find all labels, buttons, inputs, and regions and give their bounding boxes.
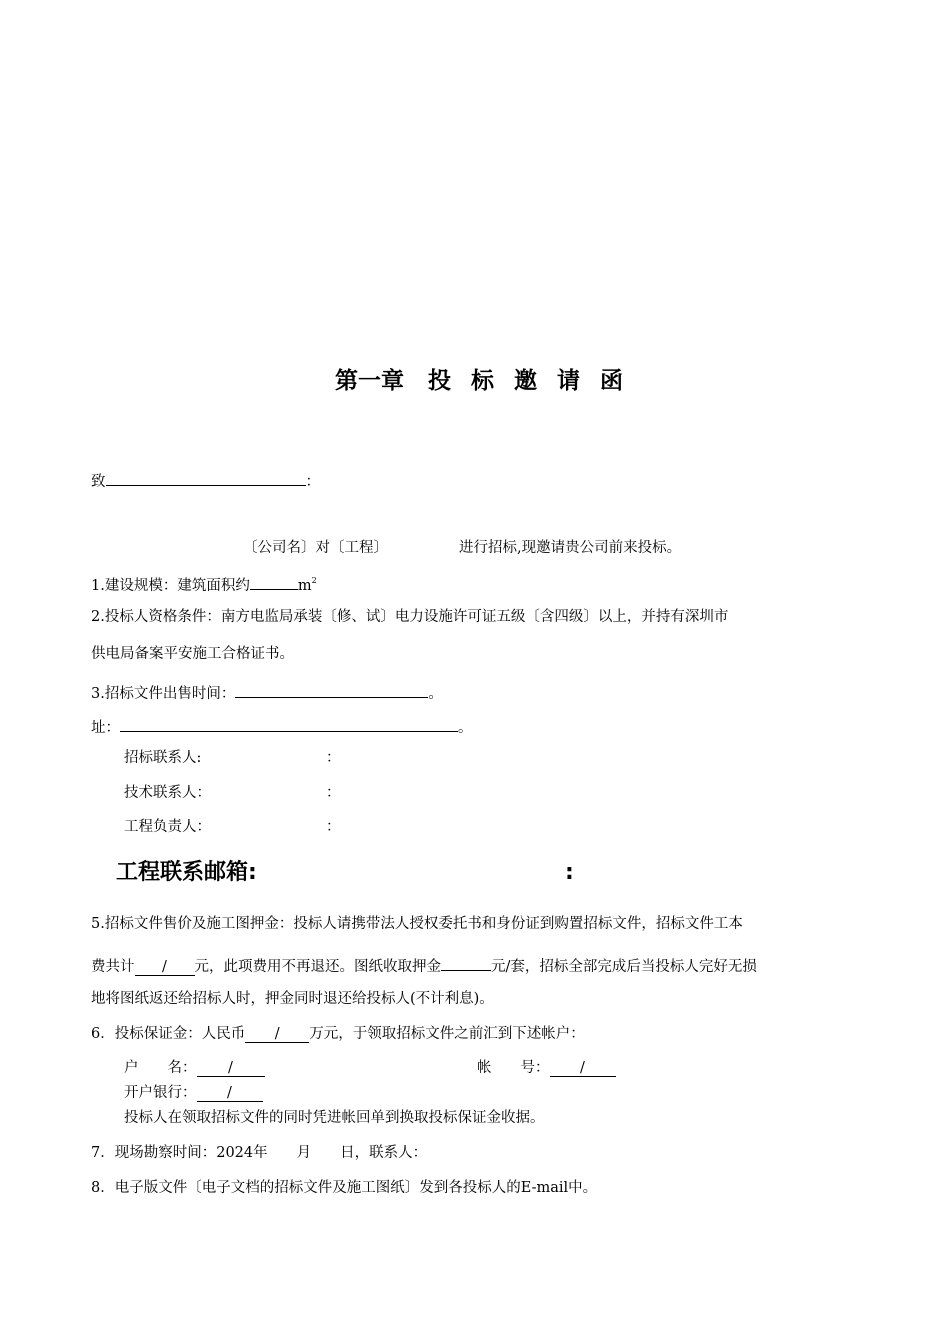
deposit-blank [441, 956, 491, 971]
item-6-text-a: 6．投标保证金：人民币 [91, 1026, 246, 1042]
address-label: 址： [91, 720, 120, 736]
area-blank [250, 575, 298, 590]
item-3-end: 。 [428, 686, 443, 702]
item-1 [91, 575, 317, 594]
item-2-line-2: 供电局备案平安施工合格证书。 [91, 646, 294, 662]
item-5-line-1: 5.招标文件售价及施工图押金：投标人请携带法人授权委托书和身份证到购置招标文件，招标文件工本 [91, 916, 743, 932]
item-3-text: 3.招标文件出售时间： [91, 686, 236, 702]
addressee-prefix: 致 [91, 474, 106, 490]
item-8: 8．电子版文件〔电子文档的招标文件及施工图纸〕发到各投标人的E-mail中。 [91, 1180, 598, 1196]
area-unit-sup: 2 [311, 576, 317, 585]
item-5-text-b: 元，此项费用不再退还。图纸收取押金 [194, 959, 441, 975]
address-end: 。 [458, 720, 473, 736]
guarantee-blank: / [245, 1027, 309, 1043]
account-no-label: 帐 号： [477, 1060, 550, 1076]
intro-rest-text: 进行招标,现邀请贵公司前来投标。 [459, 540, 682, 556]
item-5-text-c: 元/套，招标全部完成后当投标人完好无损 [491, 959, 757, 975]
contact-tech-label: 技术联系人： [124, 785, 211, 801]
bank-row [124, 1086, 263, 1102]
account-no-row [477, 1061, 616, 1077]
contact-tech-colon: ： [326, 785, 341, 801]
intro-rest [459, 541, 681, 556]
email-colon: : [565, 860, 574, 885]
fee-blank: / [135, 960, 195, 976]
account-name-value: / [197, 1061, 265, 1077]
area-unit: m [297, 578, 312, 594]
item-6 [91, 1027, 585, 1043]
item-7: 7．现场勘察时间：2024年 月 日，联系人： [91, 1145, 428, 1161]
account-name-row [124, 1061, 265, 1077]
addressee-suffix: ： [305, 474, 320, 490]
item-5-line-2 [91, 956, 757, 976]
item-2-line-1: 2.投标人资格条件：南方电监局承装〔修、试〕电力设施许可证五级〔含四级〕以上，并持有深圳市 [91, 609, 729, 625]
guarantee-note: 投标人在领取招标文件的同时凭进帐回单到换取投标保证金收据。 [124, 1110, 545, 1126]
bank-label: 开户银行： [124, 1085, 197, 1101]
intro-company: 〔公司名〕对〔工程〕 [243, 540, 388, 556]
account-no-value: / [550, 1061, 616, 1077]
intro-line [243, 541, 388, 556]
address-blank [120, 717, 458, 732]
page-title [335, 370, 623, 393]
contact-manager-label: 工程负责人： [124, 819, 211, 835]
contact-tender-label: 招标联系人: [124, 750, 202, 766]
title-chapter: 第一章 [335, 368, 404, 394]
title-char: 投 [428, 368, 451, 394]
item-1-text: 1.建设规模：建筑面积约 [91, 578, 250, 594]
title-char: 函 [600, 368, 623, 394]
bank-value: / [197, 1086, 263, 1102]
contact-manager-colon: ： [326, 819, 341, 835]
addressee-blank [106, 471, 306, 486]
account-name-label: 户 名： [124, 1060, 197, 1076]
title-char: 标 [471, 368, 494, 394]
sale-time-blank [235, 683, 428, 698]
item-5-line-3: 地将图纸返还给招标人时，押金同时退还给投标人(不计利息)。 [91, 991, 494, 1007]
item-5-text-a: 费共计 [91, 959, 135, 975]
title-char: 邀 [514, 368, 537, 394]
item-3 [91, 683, 443, 702]
addressee-line [91, 471, 320, 490]
item-6-text-b: 万元，于领取招标文件之前汇到下述帐户： [309, 1026, 585, 1042]
address-line [91, 717, 473, 736]
title-char: 请 [557, 368, 580, 394]
contact-tender-colon: ： [326, 750, 341, 766]
email-label: 工程联系邮箱: [116, 860, 257, 885]
